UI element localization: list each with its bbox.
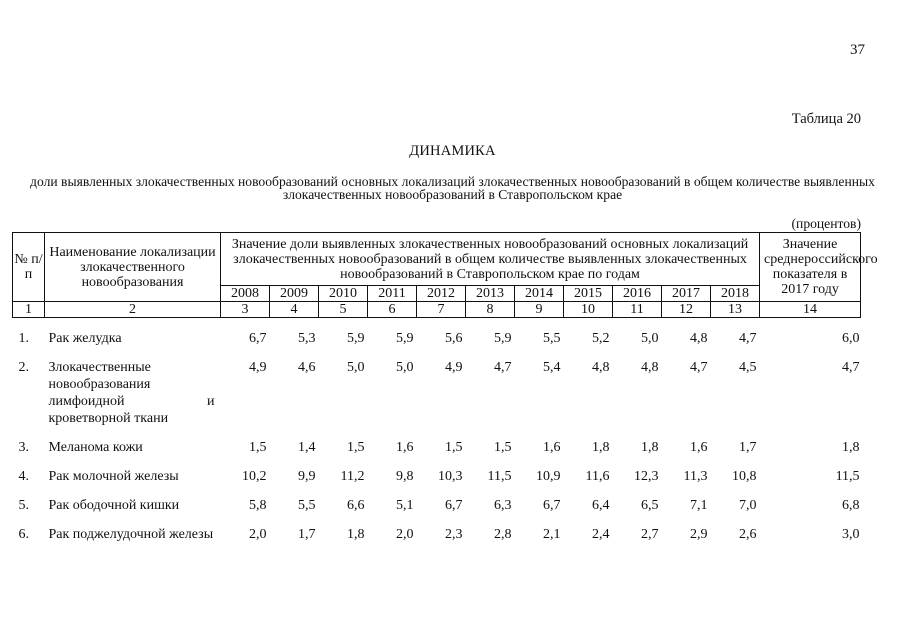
table-row [13, 514, 861, 549]
year-value-cell: 6,5 [641, 498, 659, 513]
russia-average-cell: 4,7 [842, 360, 860, 375]
column-number: 12 [662, 302, 711, 318]
year-value-cell: 6,7 [249, 331, 267, 346]
russia-average-cell: 11,5 [835, 469, 860, 484]
year-value-cell: 4,7 [690, 360, 708, 375]
year-value-cell: 11,6 [585, 469, 610, 484]
year-value-cell: 5,3 [298, 331, 316, 346]
page-number: 37 [850, 42, 865, 58]
year-value-cell: 10,3 [438, 469, 463, 484]
year-value-cell: 10,9 [536, 469, 561, 484]
year-value-cell: 5,5 [543, 331, 561, 346]
year-value-cell: 4,8 [641, 360, 659, 375]
column-number: 2 [45, 302, 221, 318]
year-value-cell: 6,6 [347, 498, 365, 513]
year-value-cell: 1,6 [690, 440, 708, 455]
year-value-cell: 1,6 [396, 440, 414, 455]
row-number: 4. [18, 469, 29, 484]
year-value-cell: 9,8 [396, 469, 414, 484]
year-value-cell: 1,7 [298, 527, 316, 542]
year-value-cell: 2,8 [494, 527, 512, 542]
column-number: 10 [564, 302, 613, 318]
table-row [13, 485, 861, 514]
year-value-cell: 11,3 [683, 469, 708, 484]
year-value-cell: 11,5 [487, 469, 512, 484]
year-value-cell: 1,8 [592, 440, 610, 455]
russia-average-cell: 1,8 [842, 440, 860, 455]
year-value-cell: 1,7 [739, 440, 757, 455]
row-number: 6. [18, 527, 29, 542]
year-header: 2018 [711, 286, 760, 302]
column-number: 11 [613, 302, 662, 318]
header-value-group: Значение доли выявленных злокачественных новообразований основных локализаций злокачественных новообразований в общем количестве выявленных злокачественных новообразований в Ставропольском крае по годам [221, 233, 760, 286]
year-value-cell: 5,0 [641, 331, 659, 346]
year-value-cell: 4,7 [494, 360, 512, 375]
year-value-cell: 4,5 [739, 360, 757, 375]
document-subtitle: доли выявленных злокачественных новообразований основных локализаций злокачественных новообразований в общем количестве выявленных злокачественных новообразований в Ставропольском крае [30, 174, 875, 202]
table-row [13, 456, 861, 485]
year-value-cell: 10,8 [732, 469, 757, 484]
year-value-cell: 5,1 [396, 498, 414, 513]
year-value-cell: 1,5 [494, 440, 512, 455]
column-number: 1 [13, 302, 45, 318]
year-value-cell: 4,6 [298, 360, 316, 375]
year-value-cell: 2,0 [396, 527, 414, 542]
data-table [12, 232, 878, 549]
column-number: 4 [270, 302, 319, 318]
year-value-cell: 5,8 [249, 498, 267, 513]
row-number: 5. [18, 498, 29, 513]
table-row [13, 347, 861, 427]
year-value-cell: 10,2 [242, 469, 267, 484]
localization-name: Рак поджелудочной железы [48, 527, 214, 542]
row-number: 3. [18, 440, 29, 455]
year-value-cell: 5,6 [445, 331, 463, 346]
year-value-cell: 5,2 [592, 331, 610, 346]
year-value-cell: 6,7 [543, 498, 561, 513]
year-header: 2011 [368, 286, 417, 302]
russia-average-cell: 3,0 [842, 527, 860, 542]
year-value-cell: 1,5 [249, 440, 267, 455]
year-value-cell: 6,7 [445, 498, 463, 513]
year-value-cell: 7,0 [739, 498, 757, 513]
column-number: 9 [515, 302, 564, 318]
year-header: 2014 [515, 286, 564, 302]
year-value-cell: 2,0 [249, 527, 267, 542]
column-number: 3 [221, 302, 270, 318]
year-header: 2008 [221, 286, 270, 302]
document-title: ДИНАМИКА [409, 143, 496, 159]
localization-name: Рак желудка [48, 331, 122, 346]
localization-name: Рак ободочной кишки [48, 498, 180, 513]
year-value-cell: 2,4 [592, 527, 610, 542]
table-row [13, 427, 861, 456]
row-number: 2. [18, 360, 29, 375]
year-value-cell: 1,5 [347, 440, 365, 455]
year-value-cell: 5,9 [347, 331, 365, 346]
table-row [13, 318, 861, 348]
year-value-cell: 1,8 [347, 527, 365, 542]
russia-average-cell: 6,8 [842, 498, 860, 513]
header-num: № п/п [13, 233, 45, 302]
localization-name: Меланома кожи [48, 440, 143, 455]
year-header: 2013 [466, 286, 515, 302]
year-value-cell: 1,5 [445, 440, 463, 455]
year-value-cell: 4,8 [690, 331, 708, 346]
year-value-cell: 1,8 [641, 440, 659, 455]
year-header: 2017 [662, 286, 711, 302]
column-number: 8 [466, 302, 515, 318]
year-value-cell: 2,3 [445, 527, 463, 542]
year-value-cell: 5,4 [543, 360, 561, 375]
year-value-cell: 5,0 [396, 360, 414, 375]
year-value-cell: 11,2 [340, 469, 365, 484]
header-row [13, 233, 861, 286]
year-value-cell: 1,6 [543, 440, 561, 455]
year-value-cell: 4,7 [739, 331, 757, 346]
year-value-cell: 4,9 [445, 360, 463, 375]
year-value-cell: 2,7 [641, 527, 659, 542]
year-header: 2012 [417, 286, 466, 302]
year-value-cell: 4,9 [249, 360, 267, 375]
year-value-cell: 5,0 [347, 360, 365, 375]
column-number: 14 [760, 302, 861, 318]
year-value-cell: 6,3 [494, 498, 512, 513]
table-body [13, 318, 861, 550]
year-value-cell: 9,9 [298, 469, 316, 484]
year-value-cell: 1,4 [298, 440, 316, 455]
column-number: 5 [319, 302, 368, 318]
year-value-cell: 12,3 [634, 469, 659, 484]
year-header: 2016 [613, 286, 662, 302]
year-value-cell: 2,1 [543, 527, 561, 542]
russia-average-cell: 6,0 [842, 331, 860, 346]
header-rf: Значение среднероссийского показателя в 2017 году [760, 233, 861, 302]
localization-name: Рак молочной железы [48, 469, 179, 484]
year-header: 2015 [564, 286, 613, 302]
column-number: 13 [711, 302, 760, 318]
year-value-cell: 6,4 [592, 498, 610, 513]
column-number: 6 [368, 302, 417, 318]
header-name: Наименование локализации злокачественного новообразования [45, 233, 221, 302]
year-header: 2009 [270, 286, 319, 302]
year-value-cell: 2,6 [739, 527, 757, 542]
year-value-cell: 2,9 [690, 527, 708, 542]
year-value-cell: 5,5 [298, 498, 316, 513]
year-value-cell: 4,8 [592, 360, 610, 375]
year-value-cell: 5,9 [396, 331, 414, 346]
column-number: 7 [417, 302, 466, 318]
localization-name: Злокачественные новообразования лимфоидной и кроветворной ткани [48, 360, 215, 426]
column-numbers-row [13, 302, 861, 318]
units-note: (процентов) [791, 216, 861, 231]
year-value-cell: 7,1 [690, 498, 708, 513]
year-header: 2010 [319, 286, 368, 302]
table-caption: Таблица 20 [791, 111, 861, 127]
year-value-cell: 5,9 [494, 331, 512, 346]
row-number: 1. [18, 331, 29, 346]
